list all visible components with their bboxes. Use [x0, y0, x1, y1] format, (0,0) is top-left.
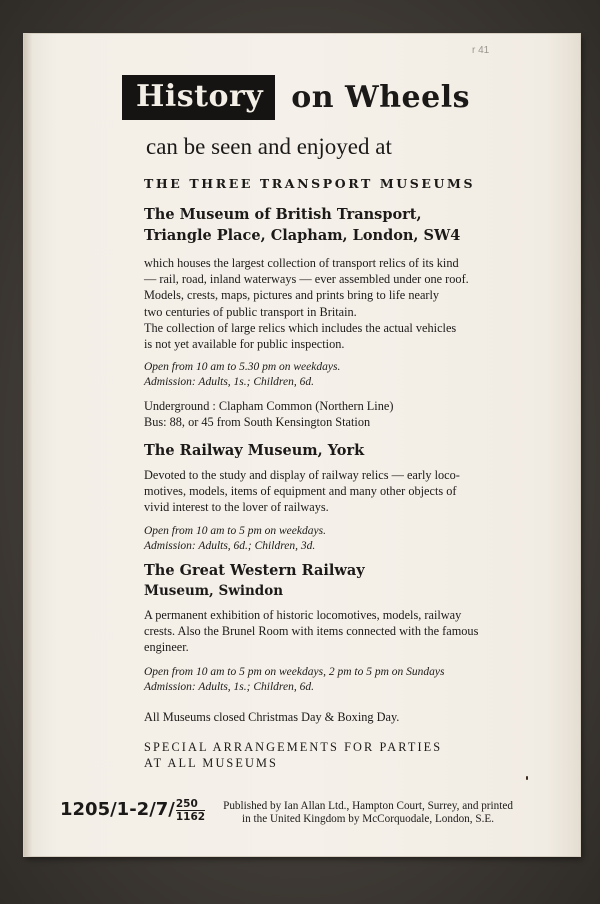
transport-info	[144, 398, 540, 430]
opening-hours	[144, 665, 540, 695]
underground-line: Underground : Clapham Common (Northern Line)	[144, 399, 394, 414]
headline-rest: on Wheels	[291, 79, 470, 115]
closure-note: All Museums closed Christmas Day & Boxing Day.	[144, 710, 400, 724]
opening-hours	[144, 360, 540, 390]
section-body	[144, 255, 540, 352]
body-line: which houses the largest collection of transport relics of its kind	[144, 256, 459, 270]
ink-speck	[526, 776, 528, 780]
section-title-line: Museum, Swindon	[144, 583, 284, 599]
hours-line: Open from 10 am to 5.30 pm on weekdays.	[144, 361, 341, 374]
headline	[122, 72, 470, 122]
body-line: crests. Also the Brunel Room with items connected with the famous	[144, 624, 479, 639]
cover-content	[24, 34, 580, 856]
imprint-footer	[60, 798, 513, 825]
section-swindon	[144, 560, 540, 695]
body-line: is not yet available for public inspection.	[144, 337, 345, 352]
publisher-line: Published by Ian Allan Ltd., Hampton Court, Surrey, and printed	[223, 800, 513, 812]
booklet-back-cover	[24, 34, 580, 856]
body-line: two centuries of public transport in Britain.	[144, 304, 357, 319]
section-clapham	[144, 204, 540, 431]
body-line: Devoted to the study and display of railway relics — early loco-	[144, 468, 460, 482]
hours-line: Open from 10 am to 5 pm on weekdays, 2 pm to 5 pm on Sundays	[144, 665, 445, 678]
body-line: The collection of large relics which includes the actual vehicles	[144, 320, 457, 335]
special-line: AT ALL MUSEUMS	[144, 756, 278, 770]
section-title-line: Triangle Place, Clapham, London, SW4	[144, 227, 461, 244]
print-code-fraction	[176, 798, 205, 823]
section-york	[144, 440, 540, 554]
fraction-denominator: 1162	[175, 811, 206, 823]
section-body	[144, 607, 540, 656]
body-line: Models, crests, maps, pictures and prints bring to life nearly	[144, 288, 440, 303]
body-line: vivid interest to the lover of railways.	[144, 500, 329, 515]
hours-line: Open from 10 am to 5 pm on weekdays.	[144, 524, 326, 537]
pencil-mark: r 41	[472, 45, 490, 56]
body-line: A permanent exhibition of historic locomotives, models, railway	[144, 608, 462, 622]
museums-heading: THE THREE TRANSPORT MUSEUMS	[144, 176, 476, 191]
section-title-line: The Great Western Railway	[144, 562, 365, 579]
fraction-numerator: 250	[176, 798, 205, 811]
section-title-line: The Railway Museum, York	[144, 442, 365, 459]
print-code: 1205/1-2/7/	[60, 799, 175, 820]
bus-line: Bus: 88, or 45 from South Kensington Station	[144, 415, 371, 430]
headline-boxed-word: History	[122, 75, 275, 120]
admission-line: Admission: Adults, 1s.; Children, 6d.	[144, 680, 314, 693]
body-line: motives, models, items of equipment and many other objects of	[144, 484, 457, 499]
special-arrangements	[144, 739, 442, 771]
special-line: SPECIAL ARRANGEMENTS FOR PARTIES	[144, 740, 443, 754]
publisher-imprint	[223, 800, 513, 825]
section-body	[144, 467, 540, 516]
publisher-line: in the United Kingdom by McCorquodale, London, S.E.	[242, 812, 495, 825]
body-line: engineer.	[144, 640, 189, 655]
body-line: — rail, road, inland waterways — ever assembled under one roof.	[144, 272, 469, 287]
tagline: can be seen and enjoyed at	[146, 134, 392, 159]
admission-line: Admission: Adults, 1s.; Children, 6d.	[144, 376, 314, 389]
opening-hours	[144, 524, 540, 554]
section-title-line: The Museum of British Transport,	[144, 206, 422, 223]
admission-line: Admission: Adults, 6d.; Children, 3d.	[144, 539, 316, 552]
